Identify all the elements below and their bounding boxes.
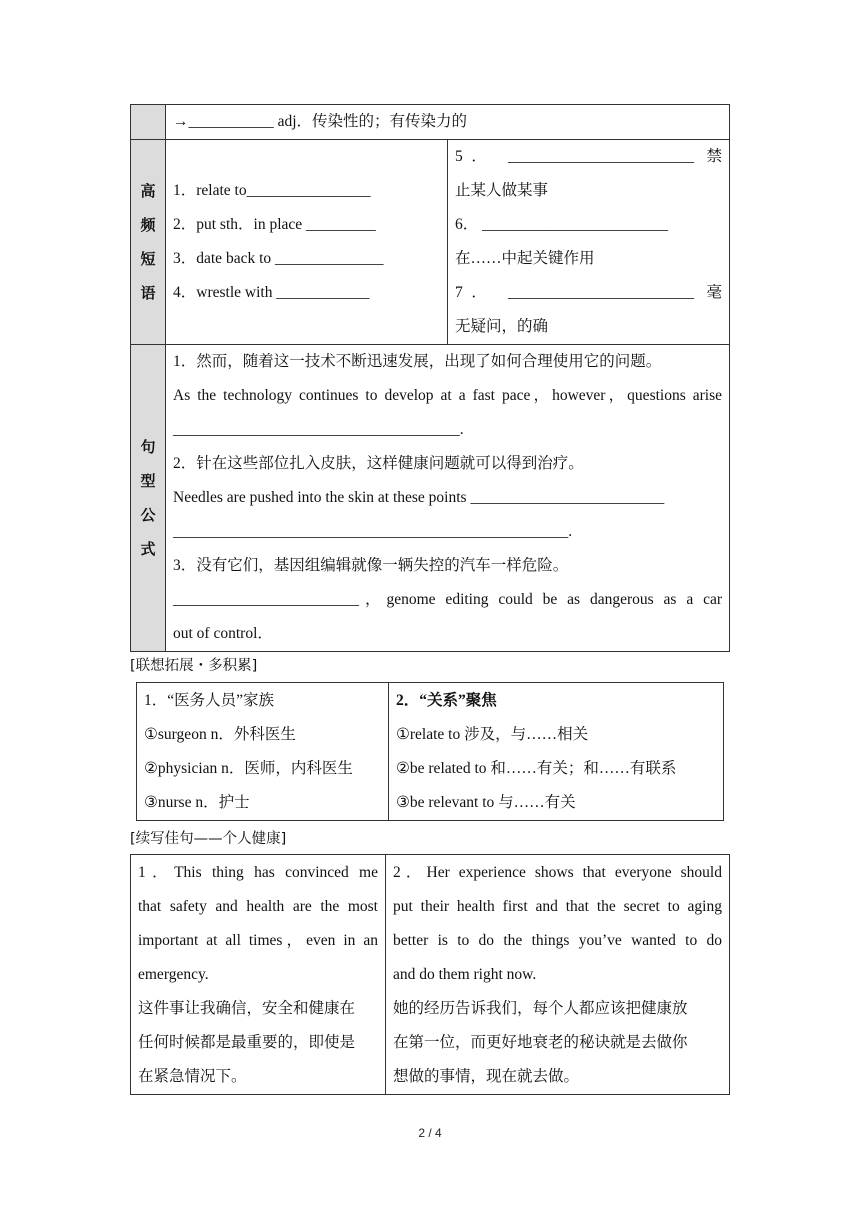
sentences-cell xyxy=(166,345,730,652)
phrases-label: 高 频 短 语 xyxy=(131,140,166,345)
writing-en-line: put their health first and that the secret to aging xyxy=(393,898,722,915)
writing-table xyxy=(130,854,730,1095)
phrases-right-cell xyxy=(448,140,730,345)
assoc-item: ③be relevant to 与……有关 xyxy=(396,794,576,811)
assoc-item: ①relate to 涉及，与……相关 xyxy=(396,726,589,743)
writing-zh-line: 在紧急情况下。 xyxy=(138,1068,247,1085)
phrase-item: 无疑问，的确 xyxy=(455,318,549,335)
sentence-line: 2．针在这些部位扎入皮肤，这样健康问题就可以得到治疗。 xyxy=(173,455,584,472)
blank-label-cell xyxy=(131,105,166,140)
vocab-row xyxy=(166,105,730,140)
phrase-item: 4．wrestle with ____________ xyxy=(173,284,370,301)
main-table xyxy=(130,104,730,652)
sentences-label: 句 型 公 式 xyxy=(131,345,166,652)
assoc-item: ①surgeon n．外科医生 xyxy=(144,726,296,743)
assoc-right-header: 2．“关系”聚焦 xyxy=(396,692,497,709)
phrase-item: 5． ________________________ 禁 xyxy=(455,148,722,165)
sentence-line: As the technology continues to develop at a fast pace，however，questions arise xyxy=(173,387,722,404)
page-number: 2 / 4 xyxy=(418,1126,442,1140)
writing-zh-line: 在第一位，而更好地衰老的秘诀就是去做你 xyxy=(393,1034,688,1051)
sentence-line: ________________________，genome editing could be as dangerous as a car xyxy=(173,591,722,608)
writing-en-line: that safety and health are the most xyxy=(138,898,378,915)
assoc-right-cell xyxy=(389,683,724,821)
phrase-item: 止某人做某事 xyxy=(455,182,549,199)
assoc-item: ②be related to 和……有关；和……有联系 xyxy=(396,760,677,777)
sentence-line: out of control． xyxy=(173,625,273,642)
sentence-line: ___________________________________________________. xyxy=(173,523,573,540)
writing-en-line: 2．Her experience shows that everyone should xyxy=(393,864,722,881)
sentence-line: 3．没有它们，基因组编辑就像一辆失控的汽车一样危险。 xyxy=(173,557,569,574)
phrase-item: 在……中起关键作用 xyxy=(455,250,595,267)
assoc-item: ②physician n．医师，内科医生 xyxy=(144,760,353,777)
assoc-left-header: 1．“医务人员”家族 xyxy=(144,692,275,709)
writing-zh-line: 她的经历告诉我们，每个人都应该把健康放 xyxy=(393,1000,688,1017)
phrase-item: 1．relate to________________ xyxy=(173,182,371,199)
phrase-item: 3．date back to ______________ xyxy=(173,250,384,267)
sentence-line: 1．然而，随着这一技术不断迅速发展，出现了如何合理使用它的问题。 xyxy=(173,353,662,370)
assoc-left-cell xyxy=(137,683,389,821)
writing-en-line: emergency. xyxy=(138,966,209,983)
assoc-item: ③nurse n．护士 xyxy=(144,794,250,811)
phrase-item: 2．put sth．in place _________ xyxy=(173,216,376,233)
phrases-left-cell xyxy=(166,140,448,345)
phrase-item: 6． ________________________ xyxy=(455,216,669,233)
writing-en-line: important at all times，even in an xyxy=(138,932,378,949)
phrase-item: 7． ________________________ 毫 xyxy=(455,284,722,301)
writing-en-line: better is to do the things you’ve wanted to do xyxy=(393,932,722,949)
writing-section-title: [续写佳句——个人健康] xyxy=(130,831,287,847)
writing-zh-line: 想做的事情，现在就去做。 xyxy=(393,1068,580,1085)
assoc-table xyxy=(136,682,724,821)
sentence-line: Needles are pushed into the skin at these points _________________________ xyxy=(173,489,665,506)
writing-right-cell xyxy=(386,855,730,1095)
writing-zh-line: 这件事让我确信，安全和健康在 xyxy=(138,1000,356,1017)
writing-zh-line: 任何时候都是最重要的，即使是 xyxy=(138,1034,356,1051)
sentence-line: _____________________________________. xyxy=(173,421,464,438)
vocab-text: →___________ adj．传染性的；有传染力的 xyxy=(173,113,468,130)
writing-en-line: 1．This thing has convinced me xyxy=(138,864,378,881)
assoc-section-title: [联想拓展・多积累] xyxy=(130,658,258,674)
writing-left-cell xyxy=(131,855,386,1095)
writing-en-line: and do them right now. xyxy=(393,966,537,983)
